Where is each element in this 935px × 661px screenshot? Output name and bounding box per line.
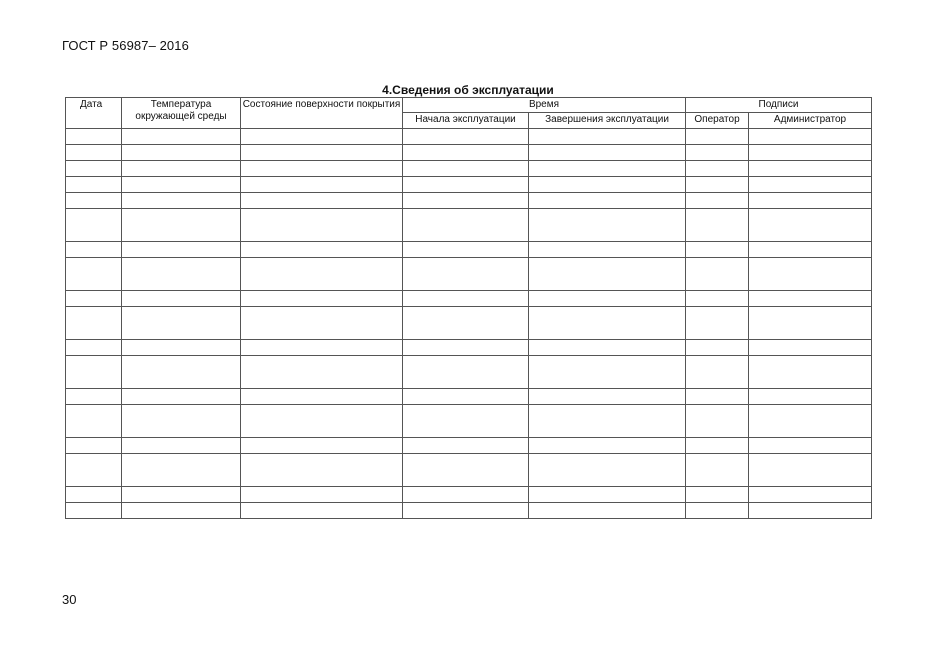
table-cell — [686, 503, 749, 519]
table-cell — [749, 193, 872, 209]
table-cell — [686, 356, 749, 389]
table-cell — [529, 242, 686, 258]
table-cell — [122, 503, 241, 519]
table-cell — [529, 291, 686, 307]
table-cell — [749, 161, 872, 177]
table-cell — [403, 193, 529, 209]
table-cell — [122, 161, 241, 177]
table-cell — [686, 340, 749, 356]
table-cell — [529, 145, 686, 161]
table-cell — [66, 242, 122, 258]
table-row — [66, 356, 872, 389]
table-cell — [122, 487, 241, 503]
table-cell — [529, 209, 686, 242]
table-cell — [241, 503, 403, 519]
page-number: 30 — [62, 592, 77, 607]
table-cell — [749, 454, 872, 487]
table-cell — [122, 129, 241, 145]
table-cell — [403, 340, 529, 356]
table-cell — [529, 356, 686, 389]
table-row — [66, 340, 872, 356]
table-cell — [122, 291, 241, 307]
table-row — [66, 161, 872, 177]
table-cell — [66, 340, 122, 356]
table-cell — [66, 145, 122, 161]
table-cell — [686, 242, 749, 258]
table-row — [66, 438, 872, 454]
table-cell — [241, 242, 403, 258]
table-cell — [686, 177, 749, 193]
table-cell — [749, 307, 872, 340]
table-header — [66, 98, 872, 129]
table-cell — [66, 209, 122, 242]
table-cell — [122, 340, 241, 356]
table-row — [66, 307, 872, 340]
table-cell — [529, 503, 686, 519]
table-cell — [241, 340, 403, 356]
table-cell — [749, 209, 872, 242]
table-cell — [529, 389, 686, 405]
table-cell — [529, 405, 686, 438]
header-administrator: Администратор — [749, 113, 872, 129]
table-cell — [529, 340, 686, 356]
table-cell — [403, 258, 529, 291]
table-cell — [241, 438, 403, 454]
table-cell — [66, 161, 122, 177]
table-cell — [749, 503, 872, 519]
table-cell — [241, 209, 403, 242]
table-cell — [403, 145, 529, 161]
table-cell — [241, 145, 403, 161]
table-cell — [122, 242, 241, 258]
table-row — [66, 487, 872, 503]
table-cell — [686, 438, 749, 454]
header-operator: Оператор — [686, 113, 749, 129]
table-cell — [241, 129, 403, 145]
table-cell — [403, 438, 529, 454]
section-title: 4.Сведения об эксплуатации — [382, 83, 554, 97]
table-cell — [66, 129, 122, 145]
table-cell — [749, 242, 872, 258]
table-cell — [122, 258, 241, 291]
table-cell — [403, 503, 529, 519]
table-row — [66, 389, 872, 405]
table-cell — [749, 356, 872, 389]
table-cell — [122, 209, 241, 242]
table-row — [66, 405, 872, 438]
table-cell — [749, 291, 872, 307]
table-cell — [749, 129, 872, 145]
table-cell — [403, 356, 529, 389]
table-cell — [241, 405, 403, 438]
table-cell — [241, 389, 403, 405]
table-cell — [749, 258, 872, 291]
table-cell — [686, 389, 749, 405]
table-cell — [749, 438, 872, 454]
table-row — [66, 291, 872, 307]
table-cell — [403, 242, 529, 258]
table-row — [66, 258, 872, 291]
table-cell — [241, 258, 403, 291]
table-cell — [686, 258, 749, 291]
table-cell — [749, 177, 872, 193]
table-cell — [403, 129, 529, 145]
table-cell — [241, 177, 403, 193]
table-cell — [686, 161, 749, 177]
table-cell — [403, 161, 529, 177]
table-cell — [529, 438, 686, 454]
table-cell — [66, 487, 122, 503]
table-cell — [66, 193, 122, 209]
table-row — [66, 209, 872, 242]
table-cell — [122, 405, 241, 438]
table-cell — [749, 389, 872, 405]
table-cell — [241, 193, 403, 209]
table-cell — [66, 258, 122, 291]
table-cell — [686, 291, 749, 307]
table-row — [66, 129, 872, 145]
table-cell — [403, 405, 529, 438]
table-cell — [66, 177, 122, 193]
header-surface-state: Состояние поверхности покрытия — [241, 98, 403, 129]
table-cell — [686, 487, 749, 503]
table-cell — [529, 177, 686, 193]
table-cell — [749, 340, 872, 356]
table-cell — [686, 307, 749, 340]
table-cell — [529, 193, 686, 209]
table-cell — [66, 356, 122, 389]
table-cell — [749, 145, 872, 161]
table-cell — [749, 405, 872, 438]
operations-table — [65, 97, 872, 519]
table-cell — [686, 454, 749, 487]
table-cell — [529, 129, 686, 145]
table-cell — [241, 454, 403, 487]
table-cell — [122, 356, 241, 389]
table-cell — [241, 487, 403, 503]
table-row — [66, 193, 872, 209]
table-cell — [241, 291, 403, 307]
table-cell — [403, 209, 529, 242]
header-time-end: Завершения эксплуатации — [529, 113, 686, 129]
document-header: ГОСТ Р 56987– 2016 — [62, 38, 189, 53]
table-cell — [122, 193, 241, 209]
table-cell — [241, 356, 403, 389]
table-row — [66, 454, 872, 487]
table-row — [66, 145, 872, 161]
table-cell — [122, 145, 241, 161]
table-cell — [66, 307, 122, 340]
table-cell — [122, 454, 241, 487]
table-cell — [122, 389, 241, 405]
table-cell — [686, 145, 749, 161]
table-row — [66, 177, 872, 193]
header-signatures: Подписи — [686, 98, 872, 113]
table-cell — [66, 291, 122, 307]
table-cell — [122, 438, 241, 454]
table-cell — [66, 503, 122, 519]
header-date: Дата — [66, 98, 122, 129]
table-row — [66, 242, 872, 258]
table-cell — [529, 161, 686, 177]
table-cell — [66, 454, 122, 487]
table-cell — [529, 454, 686, 487]
table-row — [66, 503, 872, 519]
table-cell — [241, 161, 403, 177]
table-cell — [686, 129, 749, 145]
table-cell — [403, 307, 529, 340]
table-cell — [66, 405, 122, 438]
table-cell — [122, 307, 241, 340]
table-cell — [241, 307, 403, 340]
table-cell — [66, 438, 122, 454]
table-cell — [529, 258, 686, 291]
header-time-start: Начала эксплуатации — [403, 113, 529, 129]
table-cell — [122, 177, 241, 193]
header-time: Время — [403, 98, 686, 113]
table-cell — [403, 389, 529, 405]
table-cell — [529, 307, 686, 340]
header-temperature: Температура окружающей среды — [122, 98, 241, 129]
table-cell — [686, 193, 749, 209]
table-cell — [529, 487, 686, 503]
table-cell — [686, 209, 749, 242]
table-cell — [403, 291, 529, 307]
table-cell — [403, 177, 529, 193]
table-cell — [403, 454, 529, 487]
table-body — [66, 129, 872, 519]
table-cell — [66, 389, 122, 405]
table-cell — [686, 405, 749, 438]
table-cell — [749, 487, 872, 503]
table-cell — [403, 487, 529, 503]
